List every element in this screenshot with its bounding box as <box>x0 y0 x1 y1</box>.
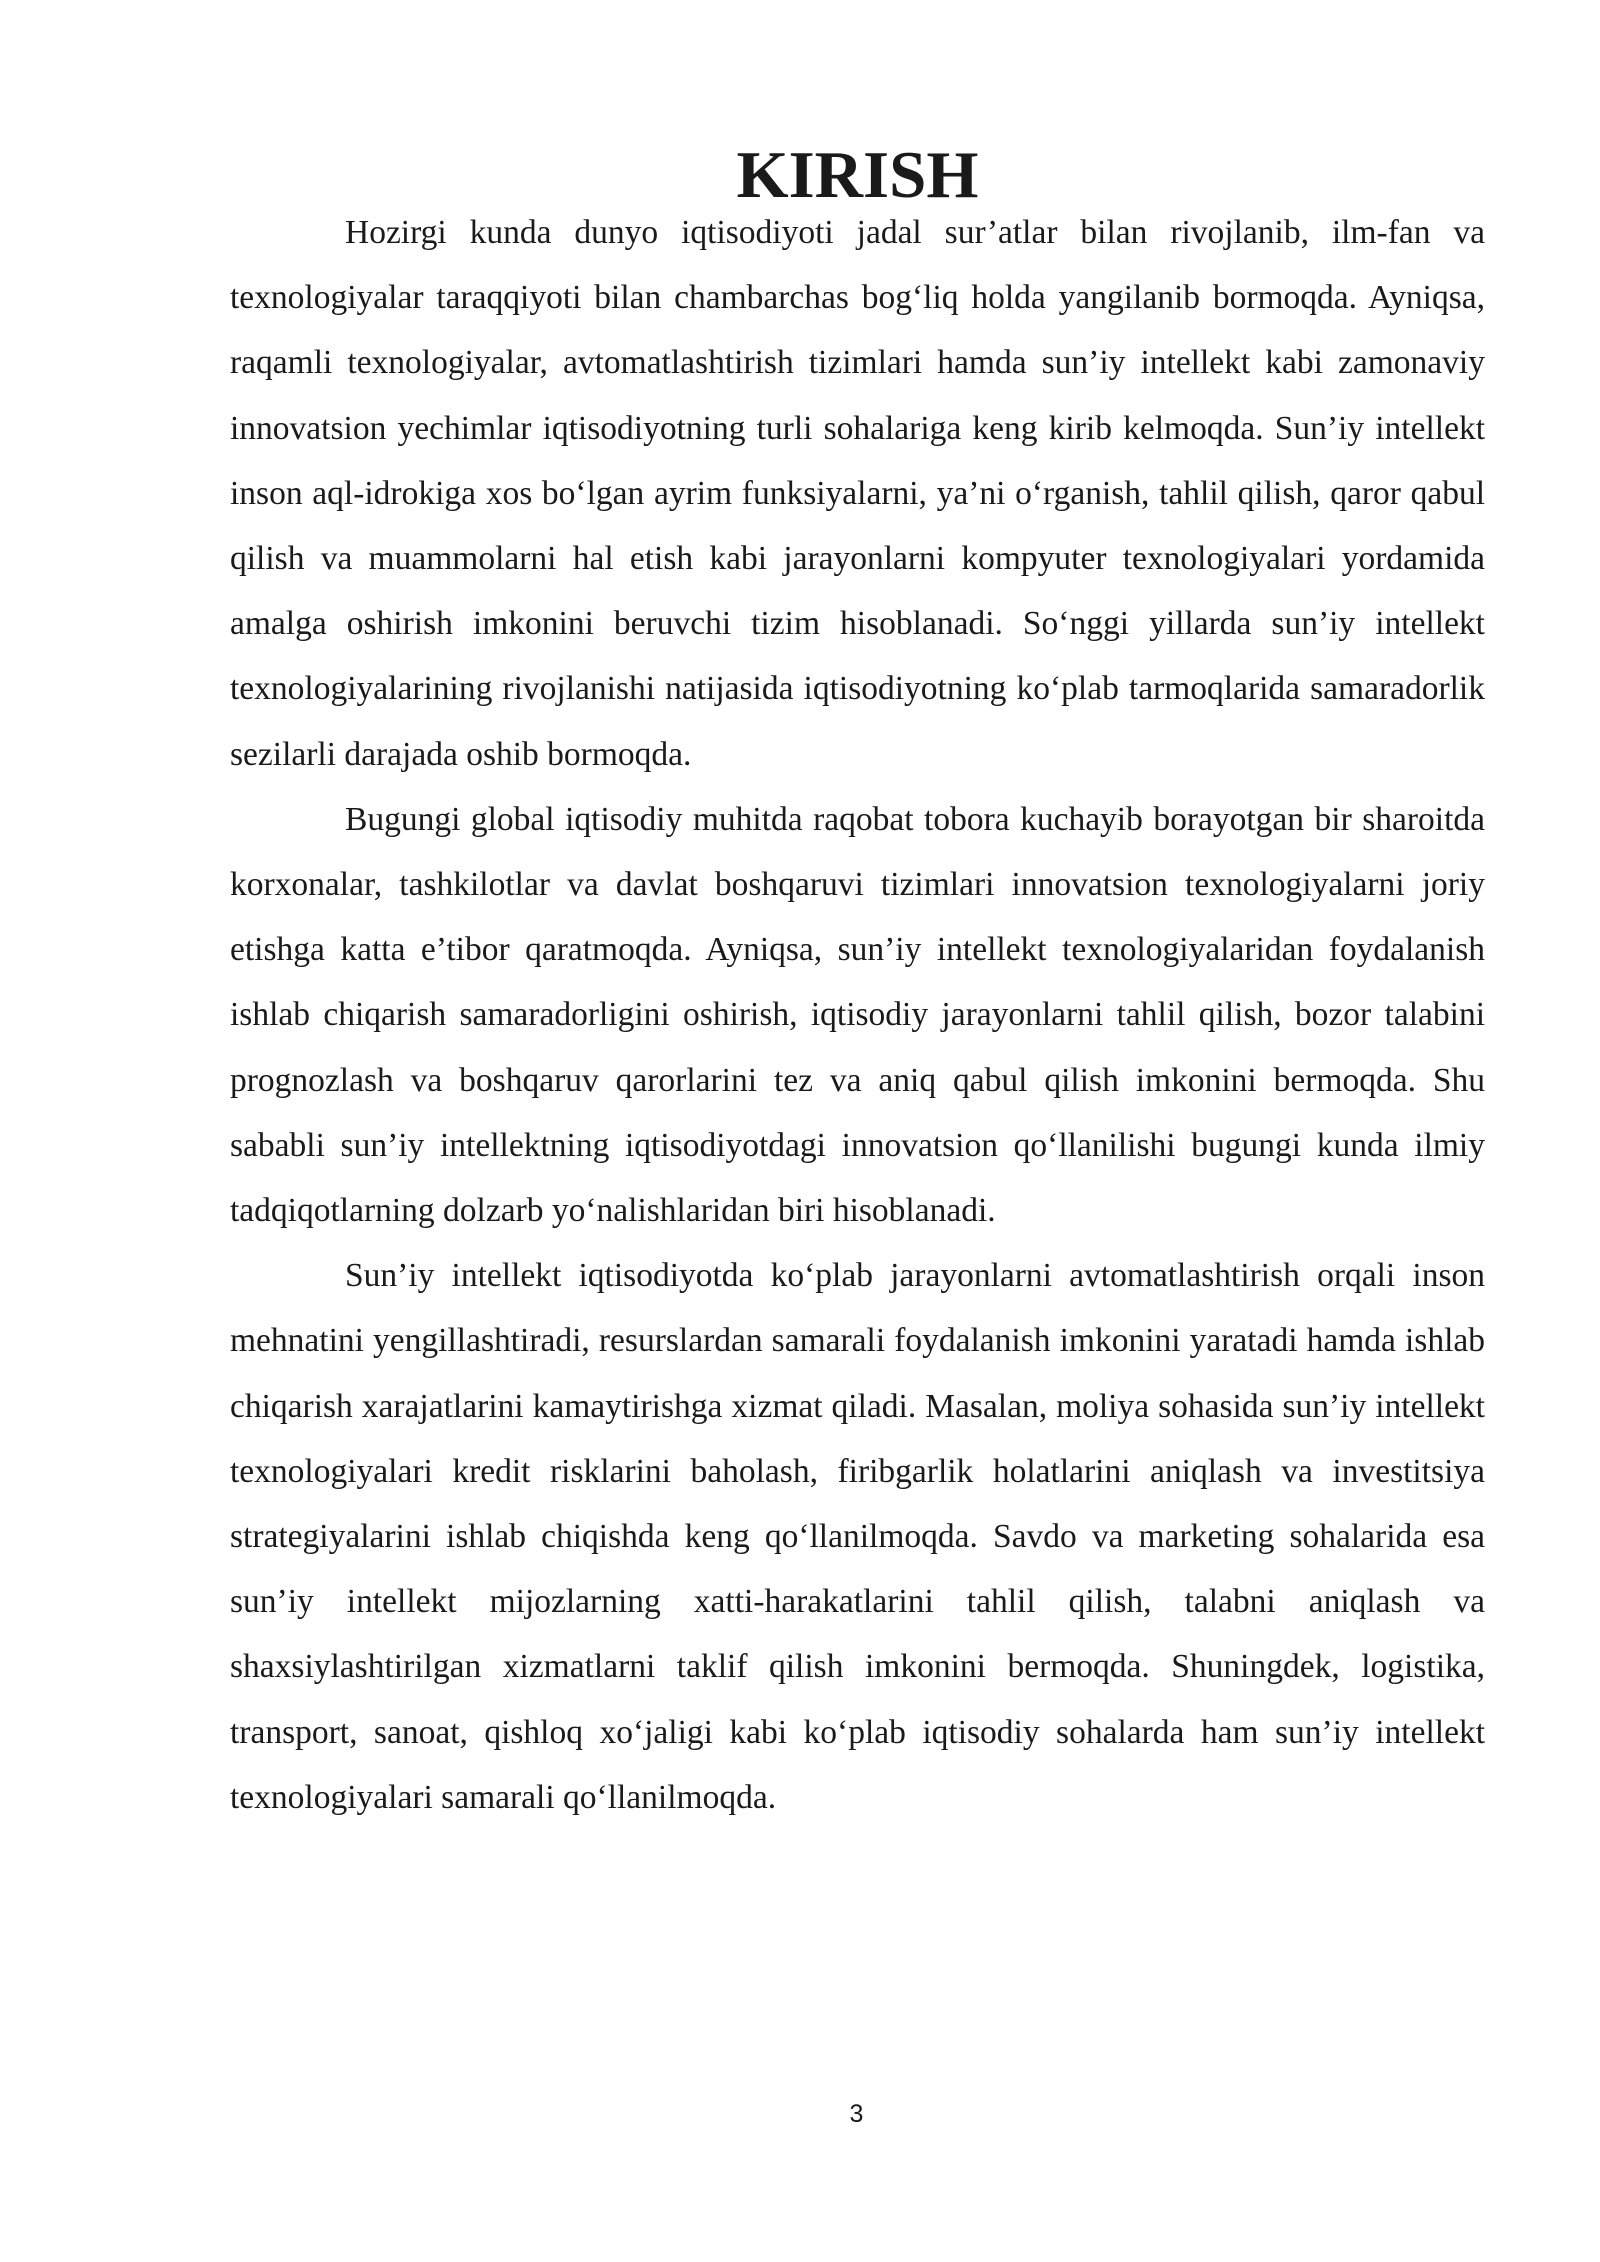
paragraph-2: Bugungi global iqtisodiy muhitda raqobat tobora kuchayib borayotgan bir sharoitda korxonalar, tashkilotlar va davlat boshqaruvi tizimlari innovatsion texnologiyalarni joriy etishga katta e’tibor qaratmoqda. Ayniqsa, sun’iy intellekt texnologiyalaridan foydalanish ishlab chiqarish samaradorligini oshirish, iqtisodiy jarayonlarni tahlil qilish, bozor talabini prognozlash va boshqaruv qarorlarini tez va aniq qabul qilish imkonini bermoqda. Shu sababli sun’iy intellektning iqtisodiyotdagi innovatsion qo‘llanilishi bugungi kunda ilmiy tadqiqotlarning dolzarb yo‘nalishlaridan biri hisoblanadi. <box>230 800 1485 1230</box>
section-title: KIRISH <box>736 138 979 212</box>
page-number: 3 <box>849 2100 864 2128</box>
page-content <box>230 138 1485 1830</box>
paragraph-3: Sun’iy intellekt iqtisodiyotda ko‘plab jarayonlarni avtomatlashtirish orqali inson mehnatini yengillashtiradi, resurslardan samarali foydalanish imkonini yaratadi hamda ishlab chiqarish xarajatlarini kamaytirishga xizmat qiladi. Masalan, moliya sohasida sun’iy intellekt texnologiyalari kredit risklarini baholash, firibgarlik holatlarini aniqlash va investitsiya strategiyalarini ishlab chiqishda keng qo‘llanilmoqda. Savdo va marketing sohalarida esa sun’iy intellekt mijozlarning xatti-harakatlarini tahlil qilish, talabni aniqlash va shaxsiylashtirilgan xizmatlarni taklif qilish imkonini bermoqda. Shuningdek, logistika, transport, sanoat, qishloq xo‘jaligi kabi ko‘plab iqtisodiy sohalarda ham sun’iy intellekt texnologiyalari samarali qo‘llanilmoqda. <box>230 1257 1485 1816</box>
paragraph-1: Hozirgi kunda dunyo iqtisodiyoti jadal sur’atlar bilan rivojlanib, ilm-fan va texnologiyalar taraqqiyoti bilan chambarchas bog‘liq holda yangilanib bormoqda. Ayniqsa, raqamli texnologiyalar, avtomatlashtirish tizimlari hamda sun’iy intellekt kabi zamonaviy innovatsion yechimlar iqtisodiyotning turli sohalariga keng kirib kelmoqda. Sun’iy intellekt inson aql-idrokiga xos bo‘lgan ayrim funksiyalarni, ya’ni o‘rganish, tahlil qilish, qaror qabul qilish va muammolarni hal etish kabi jarayonlarni kompyuter texnologiyalari yordamida amalga oshirish imkonini beruvchi tizim hisoblanadi. So‘nggi yillarda sun’iy intellekt texnologiyalarining rivojlanishi natijasida iqtisodiyotning ko‘plab tarmoqlarida samaradorlik sezilarli darajada oshib bormoqda. <box>230 214 1485 773</box>
